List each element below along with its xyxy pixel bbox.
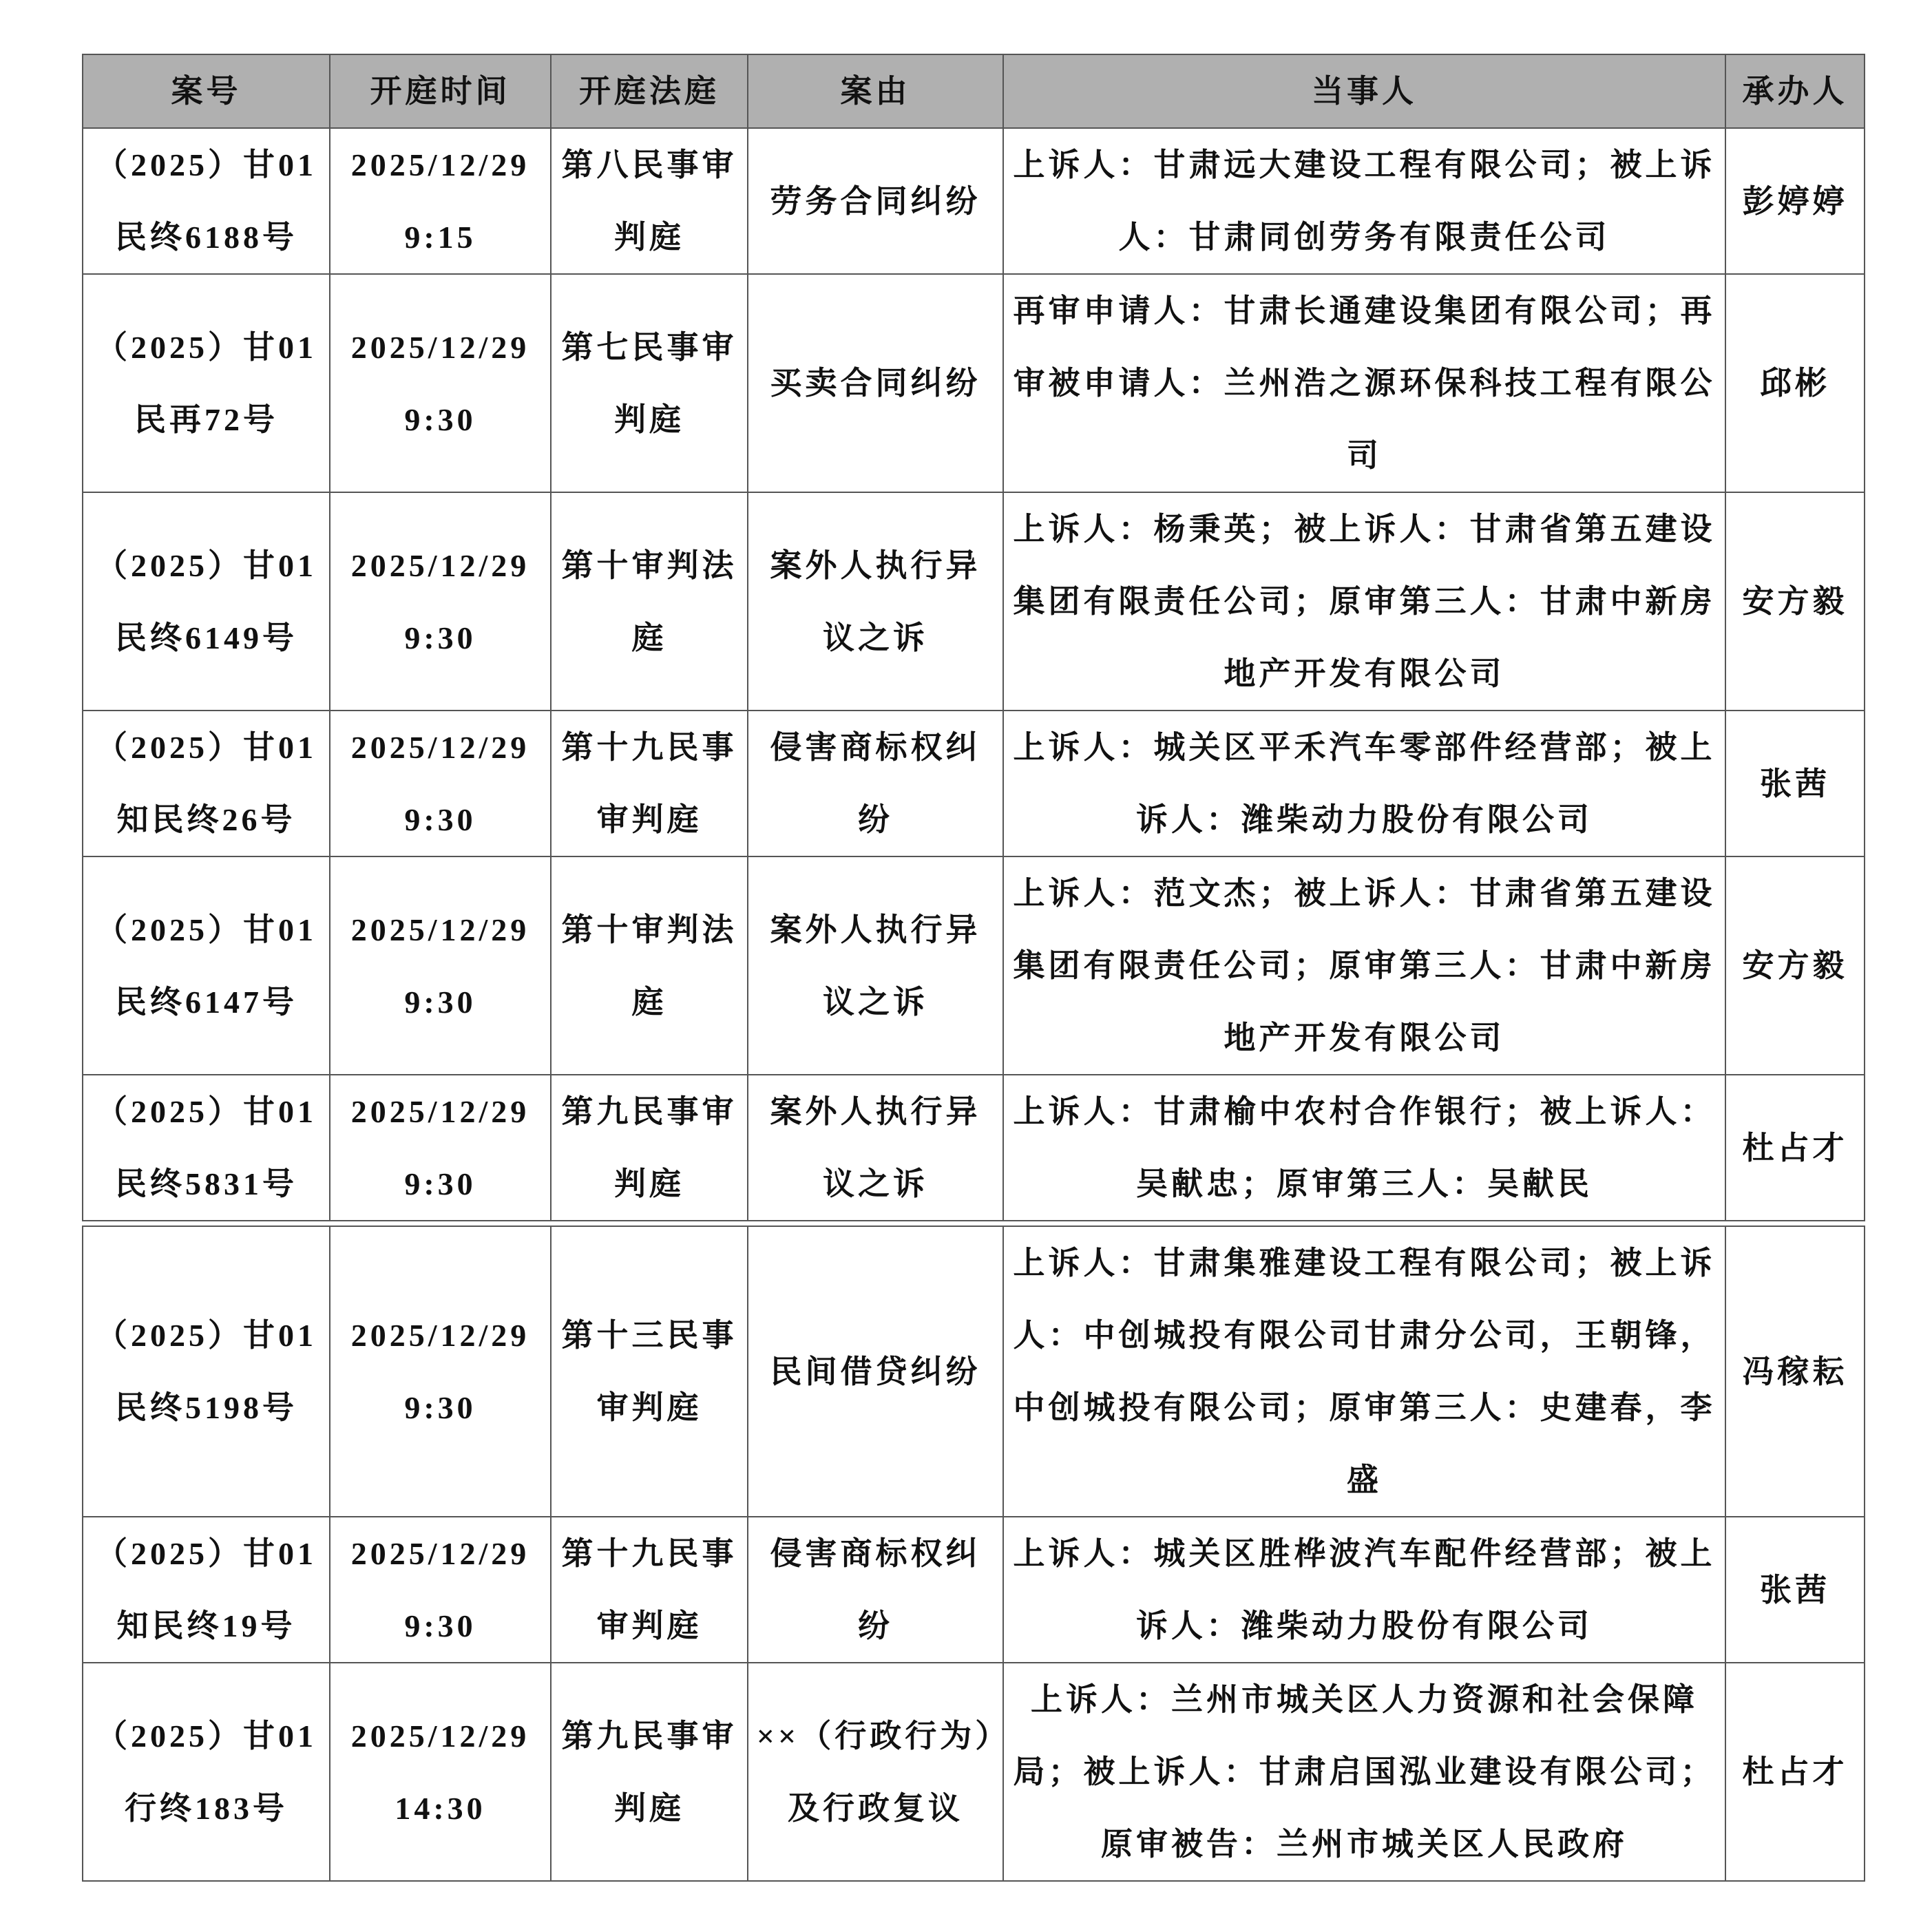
header-courtroom: 开庭法庭 (551, 54, 748, 128)
header-hearing-time: 开庭时间 (330, 54, 551, 128)
hearing-time-cell: 2025/12/29 9:30 (330, 1075, 551, 1221)
courtroom-cell: 第十三民事审判庭 (551, 1226, 748, 1517)
parties-cell: 上诉人：甘肃集雅建设工程有限公司；被上诉人：中创城投有限公司甘肃分公司，王朝锋，中创城投有限公司；原审第三人：史建春，李盛 (1003, 1226, 1725, 1517)
judge-cell: 杜占才 (1725, 1663, 1865, 1881)
hearing-schedule-table-part-2 (82, 1226, 1865, 1882)
hearing-time-cell: 2025/12/29 9:30 (330, 1226, 551, 1517)
hearing-time-cell: 2025/12/29 9:30 (330, 856, 551, 1075)
judge-cell: 张茜 (1725, 711, 1865, 856)
header-judge: 承办人 (1725, 54, 1865, 128)
case-number-cell: （2025）甘01民终5831号 (83, 1075, 330, 1221)
case-number-cell: （2025）甘01知民终19号 (83, 1517, 330, 1663)
header-case-number: 案号 (83, 54, 330, 128)
table-row (83, 856, 1865, 1075)
judge-cell: 邱彬 (1725, 274, 1865, 492)
parties-cell: 上诉人：杨秉英；被上诉人：甘肃省第五建设集团有限责任公司；原审第三人：甘肃中新房地产开发有限公司 (1003, 492, 1725, 711)
hearing-schedule (82, 54, 1864, 1882)
cause-cell: 侵害商标权纠纷 (748, 711, 1003, 856)
header-cause: 案由 (748, 54, 1003, 128)
table-row (83, 128, 1865, 274)
courtroom-cell: 第十审判法庭 (551, 856, 748, 1075)
case-number-cell: （2025）甘01民终6147号 (83, 856, 330, 1075)
judge-cell: 彭婷婷 (1725, 128, 1865, 274)
parties-cell: 上诉人：城关区平禾汽车零部件经营部；被上诉人：潍柴动力股份有限公司 (1003, 711, 1725, 856)
table-row (83, 1663, 1865, 1881)
hearing-time-cell: 2025/12/29 14:30 (330, 1663, 551, 1881)
parties-cell: 再审申请人：甘肃长通建设集团有限公司；再审被申请人：兰州浩之源环保科技工程有限公司 (1003, 274, 1725, 492)
table-row (83, 492, 1865, 711)
header-parties: 当事人 (1003, 54, 1725, 128)
hearing-time-cell: 2025/12/29 9:30 (330, 274, 551, 492)
courtroom-cell: 第九民事审判庭 (551, 1075, 748, 1221)
parties-cell: 上诉人：甘肃榆中农村合作银行；被上诉人：吴献忠；原审第三人：吴献民 (1003, 1075, 1725, 1221)
courtroom-cell: 第十审判法庭 (551, 492, 748, 711)
cause-cell: ××（行政行为）及行政复议 (748, 1663, 1003, 1881)
parties-cell: 上诉人：兰州市城关区人力资源和社会保障局；被上诉人：甘肃启国泓业建设有限公司；原审被告：兰州市城关区人民政府 (1003, 1663, 1725, 1881)
case-number-cell: （2025）甘01民终5198号 (83, 1226, 330, 1517)
case-number-cell: （2025）甘01民再72号 (83, 274, 330, 492)
parties-cell: 上诉人：范文杰；被上诉人：甘肃省第五建设集团有限责任公司；原审第三人：甘肃中新房地产开发有限公司 (1003, 856, 1725, 1075)
courtroom-cell: 第七民事审判庭 (551, 274, 748, 492)
case-number-cell: （2025）甘01民终6188号 (83, 128, 330, 274)
judge-cell: 安方毅 (1725, 856, 1865, 1075)
table-row (83, 1517, 1865, 1663)
parties-cell: 上诉人：城关区胜桦波汽车配件经营部；被上诉人：潍柴动力股份有限公司 (1003, 1517, 1725, 1663)
courtroom-cell: 第十九民事审判庭 (551, 1517, 748, 1663)
cause-cell: 案外人执行异议之诉 (748, 856, 1003, 1075)
cause-cell: 买卖合同纠纷 (748, 274, 1003, 492)
header-row (83, 54, 1865, 128)
courtroom-cell: 第十九民事审判庭 (551, 711, 748, 856)
courtroom-cell: 第八民事审判庭 (551, 128, 748, 274)
judge-cell: 安方毅 (1725, 492, 1865, 711)
parties-cell: 上诉人：甘肃远大建设工程有限公司；被上诉人：甘肃同创劳务有限责任公司 (1003, 128, 1725, 274)
case-number-cell: （2025）甘01行终183号 (83, 1663, 330, 1881)
judge-cell: 张茜 (1725, 1517, 1865, 1663)
hearing-time-cell: 2025/12/29 9:15 (330, 128, 551, 274)
hearing-time-cell: 2025/12/29 9:30 (330, 492, 551, 711)
case-number-cell: （2025）甘01民终6149号 (83, 492, 330, 711)
hearing-time-cell: 2025/12/29 9:30 (330, 711, 551, 856)
courtroom-cell: 第九民事审判庭 (551, 1663, 748, 1881)
cause-cell: 劳务合同纠纷 (748, 128, 1003, 274)
judge-cell: 杜占才 (1725, 1075, 1865, 1221)
cause-cell: 民间借贷纠纷 (748, 1226, 1003, 1517)
cause-cell: 案外人执行异议之诉 (748, 1075, 1003, 1221)
hearing-time-cell: 2025/12/29 9:30 (330, 1517, 551, 1663)
table-row (83, 1075, 1865, 1221)
judge-cell: 冯稼耘 (1725, 1226, 1865, 1517)
table-row (83, 274, 1865, 492)
table-row (83, 1226, 1865, 1517)
table-row (83, 711, 1865, 856)
cause-cell: 案外人执行异议之诉 (748, 492, 1003, 711)
hearing-schedule-table-part-1 (82, 54, 1865, 1221)
case-number-cell: （2025）甘01知民终26号 (83, 711, 330, 856)
cause-cell: 侵害商标权纠纷 (748, 1517, 1003, 1663)
